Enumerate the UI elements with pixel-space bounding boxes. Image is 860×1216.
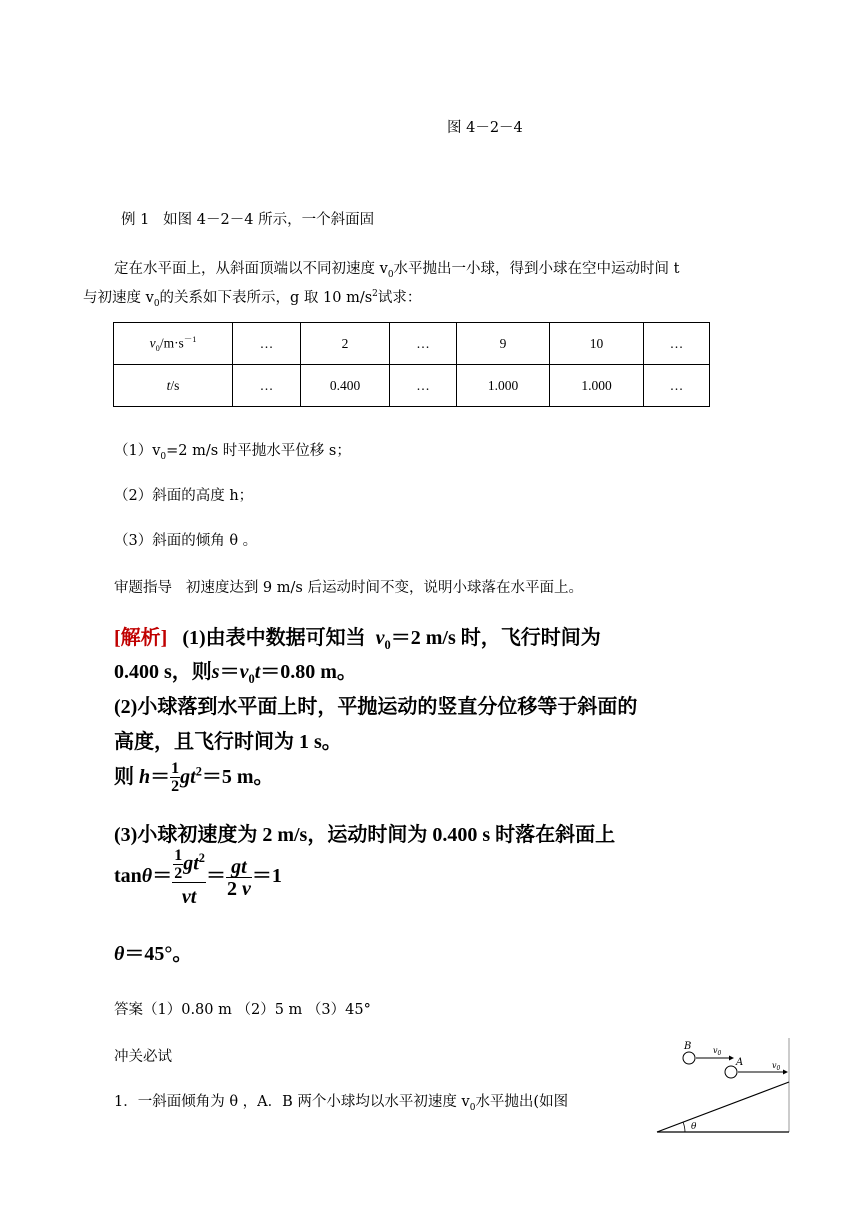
theta-label: θ xyxy=(691,1122,697,1132)
solution-line-5: 则 h＝ $\frac{1}{2}$ $gt^2=5$ m。 xyxy=(114,760,274,796)
guide-line xyxy=(114,576,583,597)
question-1: $(1)v_0=2$ m/s 时平抛水平位移 s； xyxy=(114,443,351,462)
table-cell: … xyxy=(390,323,457,365)
table-cell: 0.400 xyxy=(301,365,390,407)
solution-line-2: 0.400 s，则$s=v_0t=0.80$ m。 xyxy=(114,661,357,686)
example-line-3: 与初速度 $v_0$的关系如下表所示，g 取 10 $m/s^2$试求： xyxy=(83,289,422,309)
table-cell: 9 xyxy=(457,323,550,365)
solution-line-7: tanθ＝ $\frac{1}{2}$ $gt^2$ vt ＝ $\frac{gt}{2 v}$ ＝1 xyxy=(114,847,282,908)
table-cell: … xyxy=(233,365,301,407)
table-header-cell: $v_0/m\cdot s^{-1}$ xyxy=(114,323,233,365)
ball-a-label: A xyxy=(736,1057,744,1068)
velocity-arrow-a-head xyxy=(783,1070,788,1075)
table-row xyxy=(114,365,710,407)
incline-figure xyxy=(655,1036,791,1136)
example-line-2: 定在水平面上，从斜面顶端以不同初速度 $v_0$水平抛出一小球，得到小球在空中运动时间 t xyxy=(114,261,680,280)
figure-caption: 图 4－2－4 xyxy=(447,120,523,136)
practice-question-1: 1．一斜面倾角为 θ ，A．B 两个小球均以水平初速度 $v_0$水平抛出(如图 xyxy=(114,1094,569,1113)
guide-text: 初速度达到 9 m/s 后运动时间不变，说明小球落在水平面上。 xyxy=(185,580,583,596)
question-3: （3）斜面的倾角 θ 。 xyxy=(114,533,258,549)
example-text: 如图 4－2－4 所示，一个斜面固 xyxy=(163,212,375,228)
solution-line-3: (2)小球落到水平面上时，平抛运动的竖直分位移等于斜面的 xyxy=(114,696,638,718)
table-header-cell: t/s xyxy=(114,365,233,407)
table-cell: … xyxy=(644,323,710,365)
incline-surface xyxy=(657,1082,789,1132)
table-cell: 1.000 xyxy=(457,365,550,407)
table-cell: 10 xyxy=(550,323,644,365)
solution-line-6: (3)小球初速度为 2 m/s，运动时间为 0.400 s 时落在斜面上 xyxy=(114,824,616,846)
example-label: 例 1 xyxy=(121,212,150,228)
solution-line-4: 高度，且飞行时间为 1 s。 xyxy=(114,731,342,753)
table-cell: … xyxy=(390,365,457,407)
guide-label: 审题指导 xyxy=(114,580,172,596)
table-cell: … xyxy=(233,323,301,365)
example-line-1 xyxy=(121,208,374,229)
ball-b xyxy=(683,1052,695,1064)
table-cell: 1.000 xyxy=(550,365,644,407)
solution-tag: [解析] xyxy=(114,627,168,649)
velocity-label-b: $v_0$ xyxy=(713,1046,722,1057)
practice-heading: 冲关必试 xyxy=(114,1049,172,1065)
solution-line-1: [解析] (1)由表中数据可知当 $v_0=2$ m/s 时，飞行时间为 xyxy=(114,627,601,652)
answer-line: 答案（1）0.80 m （2）5 m （3）45° xyxy=(114,1002,371,1018)
ball-a xyxy=(725,1066,737,1078)
question-2: （2）斜面的高度 h； xyxy=(114,488,254,504)
angle-arc xyxy=(683,1122,685,1132)
table-cell: 2 xyxy=(301,323,390,365)
velocity-label-a: $v_0$ xyxy=(772,1061,781,1072)
ball-b-label: B xyxy=(684,1041,692,1052)
velocity-arrow-b-head xyxy=(729,1056,734,1061)
table-cell: … xyxy=(644,365,710,407)
solution-line-8: θ＝45°。 xyxy=(114,943,193,965)
table-row xyxy=(114,323,710,365)
data-table xyxy=(113,322,710,407)
